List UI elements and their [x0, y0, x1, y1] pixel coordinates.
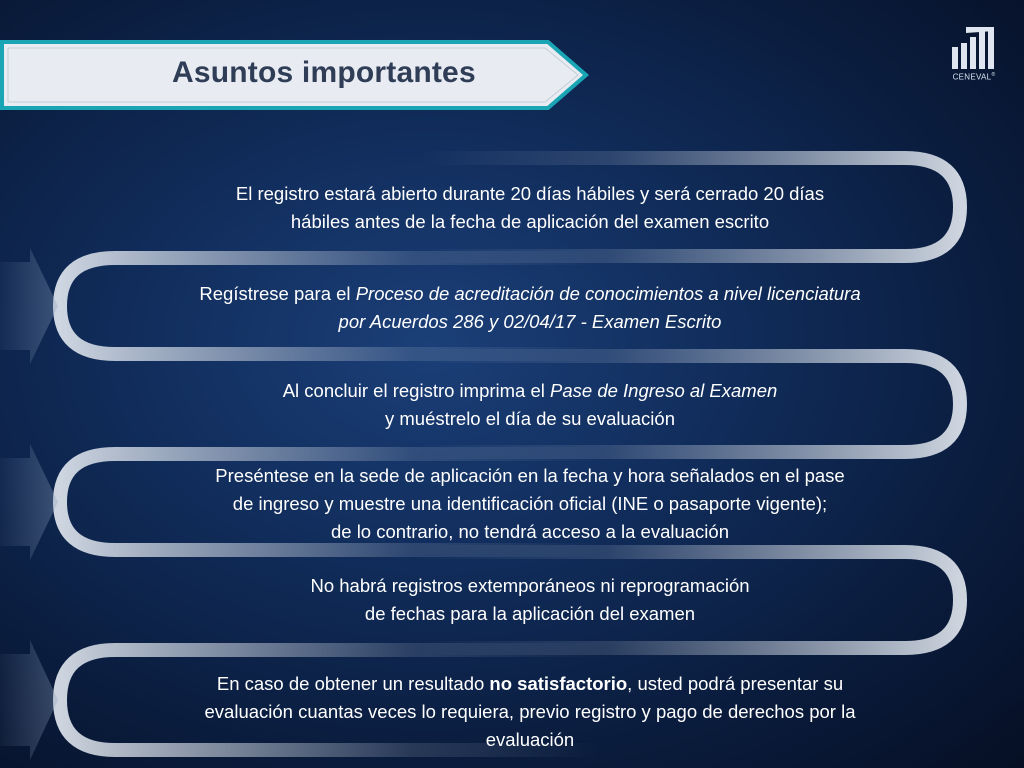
info-item-5-line-2: de fechas para la aplicación del examen — [364, 603, 696, 624]
info-item-2-line-2: por Acuerdos 286 y 02/04/17 - Examen Escrito — [338, 311, 722, 332]
info-item-3-line-1: Al concluir el registro imprima el Pase de Ingreso al Examen — [282, 380, 778, 401]
info-item-6 — [140, 670, 920, 754]
page-title: Asuntos importantes — [172, 56, 476, 89]
logo-label: CENEVAL® — [952, 72, 996, 82]
arrow-shape-3 — [0, 640, 58, 760]
info-item-1-line-2: hábiles antes de la fecha de aplicación del examen escrito — [290, 211, 770, 232]
arrow-shape-1 — [0, 248, 58, 364]
info-item-6-line-2: evaluación cuantas veces lo requiera, previo registro y pago de derechos por la — [204, 701, 856, 722]
info-item-4-line-1: Preséntese en la sede de aplicación en la fecha y hora señalados en el pase — [215, 465, 845, 486]
info-item-5 — [140, 572, 920, 628]
info-item-4-line-2: de ingreso y muestre una identificación oficial (INE o pasaporte vigente); — [232, 493, 828, 514]
info-item-1-line-1: El registro estará abierto durante 20 días hábiles y será cerrado 20 días — [235, 183, 825, 204]
info-item-6-line-3: evaluación — [485, 729, 575, 750]
info-item-3 — [140, 377, 920, 433]
arrow-shape-2 — [0, 444, 58, 560]
info-item-4 — [140, 462, 920, 546]
info-item-1 — [140, 180, 920, 236]
info-item-2-line-1: Regístrese para el Proceso de acreditación de conocimientos a nivel licenciatura — [199, 283, 861, 304]
info-item-4-line-3: de lo contrario, no tendrá acceso a la evaluación — [330, 521, 729, 542]
info-item-5-line-1: No habrá registros extemporáneos ni reprogramación — [310, 575, 750, 596]
info-item-2 — [140, 280, 920, 336]
info-item-6-line-1: En caso de obtener un resultado no satisfactorio, usted podrá presentar su — [216, 673, 844, 694]
info-item-3-line-2: y muéstrelo el día de su evaluación — [384, 408, 675, 429]
